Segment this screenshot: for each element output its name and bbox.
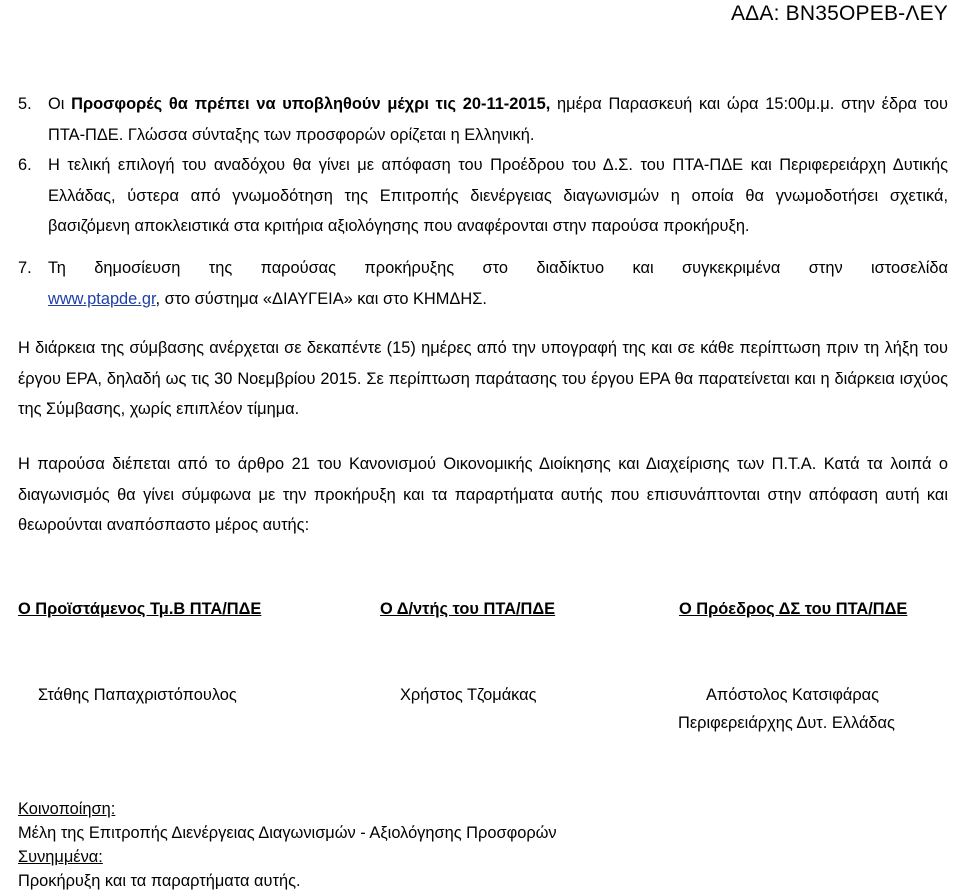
item-number: 5.	[18, 95, 32, 113]
signature-title-3: Ο Πρόεδρος ΔΣ του ΠΤΑ/ΠΔΕ	[679, 600, 908, 618]
duration-paragraph: Η διάρκεια της σύμβασης ανέρχεται σε δεκαπέντε (15) ημέρες από την υπογραφή της και σε κάθε περίπτωση πριν τη λήξη του έργου ΕΡΑ, δηλαδή ως τις 30 Νοεμβρίου 2015. Σε περίπτωση παράτασης του έργου ΕΡΑ θα παρατείνεται και η διάρκεια ισχύος της Σύμβασης, χωρίς επιπλέον τίμημα.	[18, 339, 948, 418]
governing-paragraph: Η παρούσα διέπεται από το άρθρο 21 του Κανονισμού Οικονομικής Διοίκησης και Διαχείρισης των Π.Τ.Α. Κατά τα λοιπά ο διαγωνισμός θα γίνει σύμφωνα με την προκήρυξη και τα παραρτήματα αυτής που επισυνάπτονται στην απόφαση αυτή και θεωρούνται αναπόσπαστο μέρος αυτής:	[18, 455, 948, 534]
signature-name-1: Στάθης Παπαχριστόπουλος	[38, 686, 237, 704]
list-item-5	[18, 89, 948, 150]
signature-title-1: Ο Προϊστάμενος Τμ.Β ΠΤΑ/ΠΔΕ	[18, 600, 262, 618]
list-item-6	[18, 150, 948, 242]
website-link[interactable]: www.ptapde.gr	[48, 289, 156, 308]
item-text: Η τελική επιλογή του αναδόχου θα γίνει με απόφαση του Προέδρου του Δ.Σ. του ΠΤΑ-ΠΔΕ και Περιφερειάρχη Δυτικής Ελλάδας, ύστερα από γνωμοδότηση της Επιτροπής διενέργειας διαγωνισμών η οποία θα γνωμοδοτήσει σχετικά, βασιζόμενη αποκλειστικά στα κριτήρια αξιολόγησης που αναφέρονται στην παρούσα προκήρυξη.	[48, 156, 948, 235]
signature-title-2: Ο Δ/ντής του ΠΤΑ/ΠΔΕ	[380, 600, 556, 618]
item-number: 7.	[18, 259, 32, 277]
cc-label: Κοινοποίηση:	[18, 800, 116, 818]
attachments-text: Προκήρυξη και τα παραρτήματα αυτής.	[18, 872, 301, 890]
list-item-7	[18, 253, 948, 314]
signature-name-3: Απόστολος Κατσιφάρας	[706, 686, 880, 704]
deadline-bold: Προσφορές θα πρέπει να υποβληθούν μέχρι τις 20-11-2015,	[71, 95, 551, 113]
signature-name-2: Χρήστος Τζομάκας	[400, 686, 537, 704]
ada-code: ΑΔΑ: ΒΝ35ΟΡΕΒ-ΛΕΥ	[730, 2, 948, 25]
cc-text: Μέλη της Επιτροπής Διενέργειας Διαγωνισμών - Αξιολόγησης Προσφορών	[18, 824, 557, 842]
item-text: Τη δημοσίευση της παρούσας προκήρυξης στο διαδίκτυο και συγκεκριμένα στην ιστοσελίδα www.ptapde.gr, στο σύστημα «ΔΙΑΥΓΕΙΑ» και στο ΚΗΜΔΗΣ.	[48, 259, 948, 308]
item-text: Οι Προσφορές θα πρέπει να υποβληθούν μέχρι τις 20-11-2015, ημέρα Παρασκευή και ώρα 15:00μ.μ. στην έδρα του ΠΤΑ-ΠΔΕ. Γλώσσα σύνταξης των προσφορών ορίζεται η Ελληνική.	[48, 95, 948, 144]
signature-role-3: Περιφερειάρχης Δυτ. Ελλάδας	[678, 714, 895, 732]
item-number: 6.	[18, 156, 32, 174]
attachments-label: Συνημμένα:	[18, 848, 103, 866]
footer	[18, 797, 557, 893]
